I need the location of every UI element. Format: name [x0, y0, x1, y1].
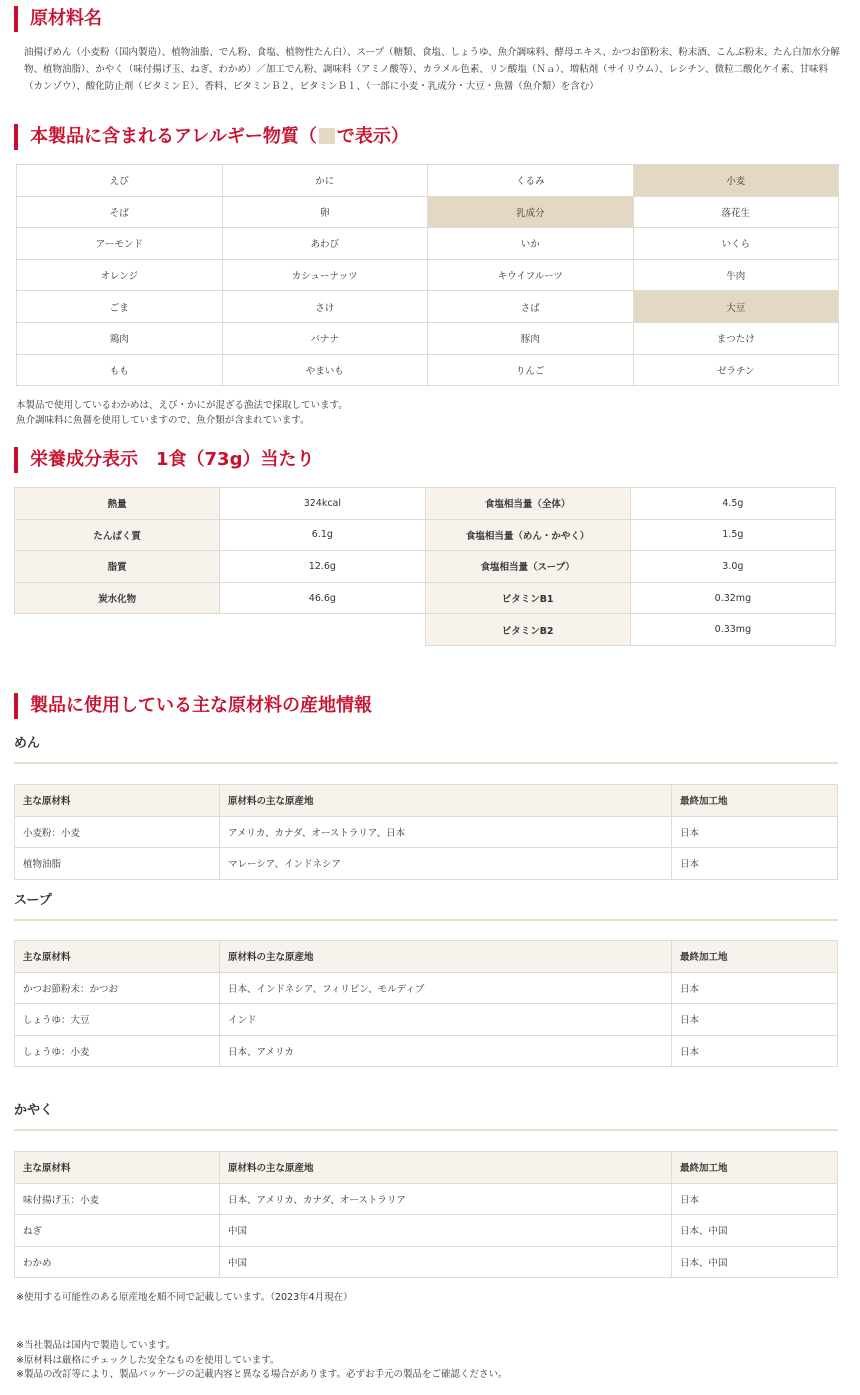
origin-row — [15, 1004, 838, 1036]
nutrient-label: 脂質 — [15, 551, 220, 583]
origin-cell: 中国 — [220, 1215, 672, 1247]
allergy-cell: 卵 — [222, 196, 428, 228]
allergy-cell: 豚肉 — [428, 322, 634, 354]
origin-column-header: 主な原材料 — [15, 1152, 220, 1184]
origin-cell: 日本 — [672, 848, 838, 880]
nutrient-value: 6.1g — [220, 519, 425, 551]
origin-cell: 日本 — [672, 1183, 838, 1215]
nutrient-value: 3.0g — [630, 551, 835, 583]
origin-row — [15, 816, 838, 848]
nutrition-heading: 栄養成分表示 1食（73g）当たり — [14, 447, 314, 473]
origin-column-header: 原材料の主な原産地 — [220, 941, 672, 973]
nutrition-row — [15, 519, 836, 551]
ingredients-heading: 原材料名 — [14, 6, 102, 32]
allergy-cell: ゼラチン — [633, 354, 839, 386]
nutrient-value: 46.6g — [220, 582, 425, 614]
origin-cell: 日本、インドネシア、フィリピン、モルディブ — [220, 972, 672, 1004]
nutrition-table — [14, 487, 836, 646]
origin-section-title: スープ — [14, 892, 838, 921]
allergy-heading — [14, 124, 409, 150]
allergy-cell: まつたけ — [633, 322, 839, 354]
origin-cell: 日本 — [672, 816, 838, 848]
allergy-cell: いか — [428, 228, 634, 260]
origin-cell: かつお節粉末：かつお — [15, 972, 220, 1004]
origin-cell: 味付揚げ玉：小麦 — [15, 1183, 220, 1215]
highlight-swatch — [319, 128, 335, 144]
allergy-cell: 小麦 — [633, 165, 839, 197]
nutrient-value: 1.5g — [630, 519, 835, 551]
footer-notes — [16, 1339, 508, 1383]
allergy-cell: アーモンド — [17, 228, 223, 260]
allergy-cell: やまいも — [222, 354, 428, 386]
nutrition-row — [15, 488, 836, 520]
allergy-cell: さば — [428, 291, 634, 323]
nutrient-label: 食塩相当量（全体） — [425, 488, 630, 520]
origin-header-row — [15, 1152, 838, 1184]
origin-cell: 日本、アメリカ — [220, 1035, 672, 1067]
nutrition-row — [15, 614, 836, 646]
origin-cell: 日本 — [672, 972, 838, 1004]
nutrient-label: 食塩相当量（スープ） — [425, 551, 630, 583]
origin-row — [15, 1035, 838, 1067]
allergy-note: 本製品で使用しているわかめは、えび・かにが混ざる漁法で採取しています。 — [16, 400, 348, 411]
origin-cell: 小麦粉：小麦 — [15, 816, 220, 848]
origin-section-title: めん — [14, 735, 838, 764]
origin-header-row — [15, 941, 838, 973]
origin-row — [15, 1246, 838, 1278]
origin-heading: 製品に使用している主な原材料の産地情報 — [14, 693, 372, 719]
origin-cell: アメリカ、カナダ、オーストラリア、日本 — [220, 816, 672, 848]
allergy-row — [17, 259, 839, 291]
allergy-cell: あわび — [222, 228, 428, 260]
origin-column-header: 最終加工地 — [672, 785, 838, 817]
nutrient-value: 0.32mg — [630, 582, 835, 614]
allergy-cell: オレンジ — [17, 259, 223, 291]
origin-cell: 日本、中国 — [672, 1246, 838, 1278]
allergy-cell: そば — [17, 196, 223, 228]
origin-column-header: 主な原材料 — [15, 785, 220, 817]
allergy-cell: 乳成分 — [428, 196, 634, 228]
allergy-row — [17, 291, 839, 323]
allergy-cell: 鶏肉 — [17, 322, 223, 354]
allergy-cell: 落花生 — [633, 196, 839, 228]
allergy-heading-prefix: 本製品に含まれるアレルギー物質（ — [30, 126, 317, 147]
origin-cell: 日本、アメリカ、カナダ、オーストラリア — [220, 1183, 672, 1215]
origin-cell: マレーシア、インドネシア — [220, 848, 672, 880]
origin-table — [14, 1151, 838, 1278]
allergy-cell: カシューナッツ — [222, 259, 428, 291]
origin-table — [14, 784, 838, 880]
nutrient-label: たんぱく質 — [15, 519, 220, 551]
allergy-cell: かに — [222, 165, 428, 197]
origin-column-header: 最終加工地 — [672, 1152, 838, 1184]
ingredients-text: 油揚げめん（小麦粉（国内製造）、植物油脂、でん粉、食塩、植物性たん白）、スープ（糖類、食塩、しょうゆ、魚介調味料、酵母エキス、かつお節粉末、粉末酒、こんぶ粉末、たん白加水分解物、植物油脂）、かやく（味付揚げ玉、ねぎ、わかめ）／加工でん粉、調味料（アミノ酸等）、カラメル色素、リン酸塩（Ｎａ）、増粘剤（サイリウム）、レシチン、微粒二酸化ケイ素、甘味料（カンゾウ）、酸化防止剤（ビタミンＥ）、香料、ビタミンＢ２、ビタミンＢ１、（一部に小麦・乳成分・大豆・魚醤（魚介類）を含む） — [24, 47, 840, 92]
allergy-cell: りんご — [428, 354, 634, 386]
nutrition-row — [15, 582, 836, 614]
origin-cell: 日本、中国 — [672, 1215, 838, 1247]
origin-cell: しょうゆ：小麦 — [15, 1035, 220, 1067]
footer-note: ※当社製品は国内で製造しています。 — [16, 1340, 176, 1351]
nutrient-label: 炭水化物 — [15, 582, 220, 614]
allergy-note: 魚介調味料に魚醤を使用していますので、魚介類が含まれています。 — [16, 414, 310, 426]
origin-cell: ねぎ — [15, 1215, 220, 1247]
allergy-cell: くるみ — [428, 165, 634, 197]
allergy-cell: バナナ — [222, 322, 428, 354]
nutrient-label: 食塩相当量（めん・かやく） — [425, 519, 630, 551]
origin-cell: 植物油脂 — [15, 848, 220, 880]
nutrient-value: 0.33mg — [630, 614, 835, 646]
origin-cell: インド — [220, 1004, 672, 1036]
allergy-table — [16, 164, 839, 386]
origin-cell: 中国 — [220, 1246, 672, 1278]
allergy-cell: もも — [17, 354, 223, 386]
allergy-notes — [16, 399, 348, 428]
allergy-heading-suffix: で表示） — [336, 126, 409, 147]
nutrient-label: 熱量 — [15, 488, 220, 520]
origin-cell: しょうゆ：大豆 — [15, 1004, 220, 1036]
allergy-row — [17, 354, 839, 386]
allergy-row — [17, 196, 839, 228]
allergy-cell: えび — [17, 165, 223, 197]
origin-column-header: 原材料の主な原産地 — [220, 785, 672, 817]
origin-column-header: 最終加工地 — [672, 941, 838, 973]
nutrient-value — [220, 614, 425, 646]
origin-row — [15, 1183, 838, 1215]
allergy-row — [17, 228, 839, 260]
nutrient-value: 4.5g — [630, 488, 835, 520]
nutrient-value: 324kcal — [220, 488, 425, 520]
origin-table — [14, 940, 838, 1067]
origin-header-row — [15, 785, 838, 817]
origin-row — [15, 848, 838, 880]
origin-cell: わかめ — [15, 1246, 220, 1278]
nutrient-label: ビタミンB2 — [425, 614, 630, 646]
footer-note: ※原材料は厳格にチェックした安全なものを使用しています。 — [16, 1354, 280, 1366]
nutrient-value: 12.6g — [220, 551, 425, 583]
origin-column-header: 主な原材料 — [15, 941, 220, 973]
nutrient-label — [15, 614, 220, 646]
allergy-row — [17, 322, 839, 354]
origin-row — [15, 972, 838, 1004]
origin-row — [15, 1215, 838, 1247]
origin-footnote: ※使用する可能性のある原産地を順不同で記載しています。（2023年4月現在） — [16, 1292, 353, 1303]
allergy-cell: いくら — [633, 228, 839, 260]
allergy-cell: さけ — [222, 291, 428, 323]
origin-cell: 日本 — [672, 1035, 838, 1067]
nutrition-row — [15, 551, 836, 583]
allergy-cell: 牛肉 — [633, 259, 839, 291]
footer-note: ※製品の改訂等により、製品パッケージの記載内容と異なる場合があります。必ずお手元の製品をご確認ください。 — [16, 1369, 508, 1380]
allergy-cell: ごま — [17, 291, 223, 323]
allergy-row — [17, 165, 839, 197]
nutrient-label: ビタミンB1 — [425, 582, 630, 614]
origin-column-header: 原材料の主な原産地 — [220, 1152, 672, 1184]
origin-cell: 日本 — [672, 1004, 838, 1036]
allergy-cell: 大豆 — [633, 291, 839, 323]
origin-section-title: かやく — [14, 1102, 838, 1131]
allergy-cell: キウイフルーツ — [428, 259, 634, 291]
